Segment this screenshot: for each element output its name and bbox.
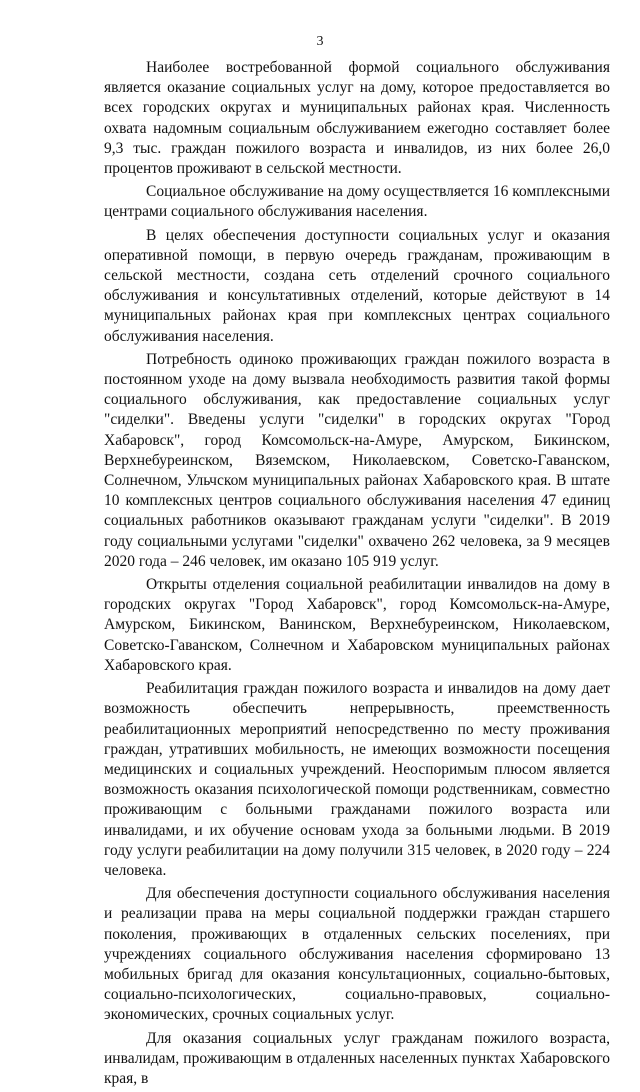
paragraph-mobile-teams: Для обеспечения доступности социального обслуживания населения и реализации права на меры социальной поддержки граждан старшего поколения, проживающих в отдаленных сельских поселениях, при учреждениях социального обслуживания населения сформировано 13 мобильных бригад для оказания консультационных, социально-бытовых, социально-психологических, социально-правовых, социально-экономических, срочных социальных услуг.: [104, 885, 610, 1024]
paragraph-caregiver-services: Потребность одиноко проживающих граждан пожилого возраста в постоянном уходе на дому вызвала необходимость развития такой формы социального обслуживания, как предоставление социальных услуг "сиделки". Введены услуги "сиделки" в городских округах "Город Хабаровск", город Комсомольск-на-Амуре, Амурском, Бикинском, Верхнебуреинском, Вяземском, Николаевском, Советско-Гаванском, Солнечном, Ульчском муниципальных районах Хабаровского края. В штате 10 комплексных центров социального обслуживания населения 47 единиц социальных работников оказывают гражданам услуги "сиделки". В 2019 году социальными услугами "сиделки" охвачено 262 человека, за 9 месяцев 2020 года – 246 человек, им оказано 105 919 услуг.: [104, 350, 610, 570]
page-number: 3: [316, 34, 324, 49]
paragraph-home-services: Наиболее востребованной формой социального обслуживания является оказание социальных услуг на дому, которое предоставляется во всех городских округах и муниципальных районах края. Численность охвата надомным социальным обслуживанием ежегодно составляет более 9,3 тыс. граждан пожилого возраста и инвалидов, из них более 26,0 процентов проживают в сельской местности.: [104, 59, 610, 178]
document-body: [104, 58, 610, 1092]
paragraph-remote-settlements: Для оказания социальных услуг гражданам пожилого возраста, инвалидам, проживающим в отдаленных населенных пунктах Хабаровского края, в: [104, 1029, 610, 1087]
paragraph-rehab-departments: Открыты отделения социальной реабилитации инвалидов на дому в городских округах "Город Хабаровск", город Комсомольск-на-Амуре, Амурском, Бикинском, Ванинском, Верхнебуреинском, Николаевском, Советско-Гаванском, Солнечном и Хабаровском муниципальных районах Хабаровского края.: [104, 576, 610, 674]
paragraph-home-rehabilitation: Реабилитация граждан пожилого возраста и инвалидов на дому дает возможность обеспечить непрерывность, преемственность реабилитационных мероприятий непосредственно по месту проживания граждан, утративших мобильность, не имеющих возможности посещения медицинских и социальных учреждений. Неоспоримым плюсом является возможность оказания психологической помощи родственникам, совместно проживающим с больными гражданами пожилого возраста или инвалидами, и их обучение основам ухода за больными людьми. В 2019 году услуги реабилитации на дому получили 315 человек, в 2020 году – 224 человека.: [104, 680, 610, 879]
paragraph-home-service-centers: Социальное обслуживание на дому осуществляется 16 комплексными центрами социального обслуживания населения.: [104, 183, 610, 221]
paragraph-urgent-service-network: В целях обеспечения доступности социальных услуг и оказания оперативной помощи, в первую очередь гражданам, проживающим в сельской местности, создана сеть отделений срочного социального обслуживания и консультативных отделений, которые действуют в 14 муниципальных районах края при комплексных центрах социального обслуживания населения.: [104, 226, 610, 345]
